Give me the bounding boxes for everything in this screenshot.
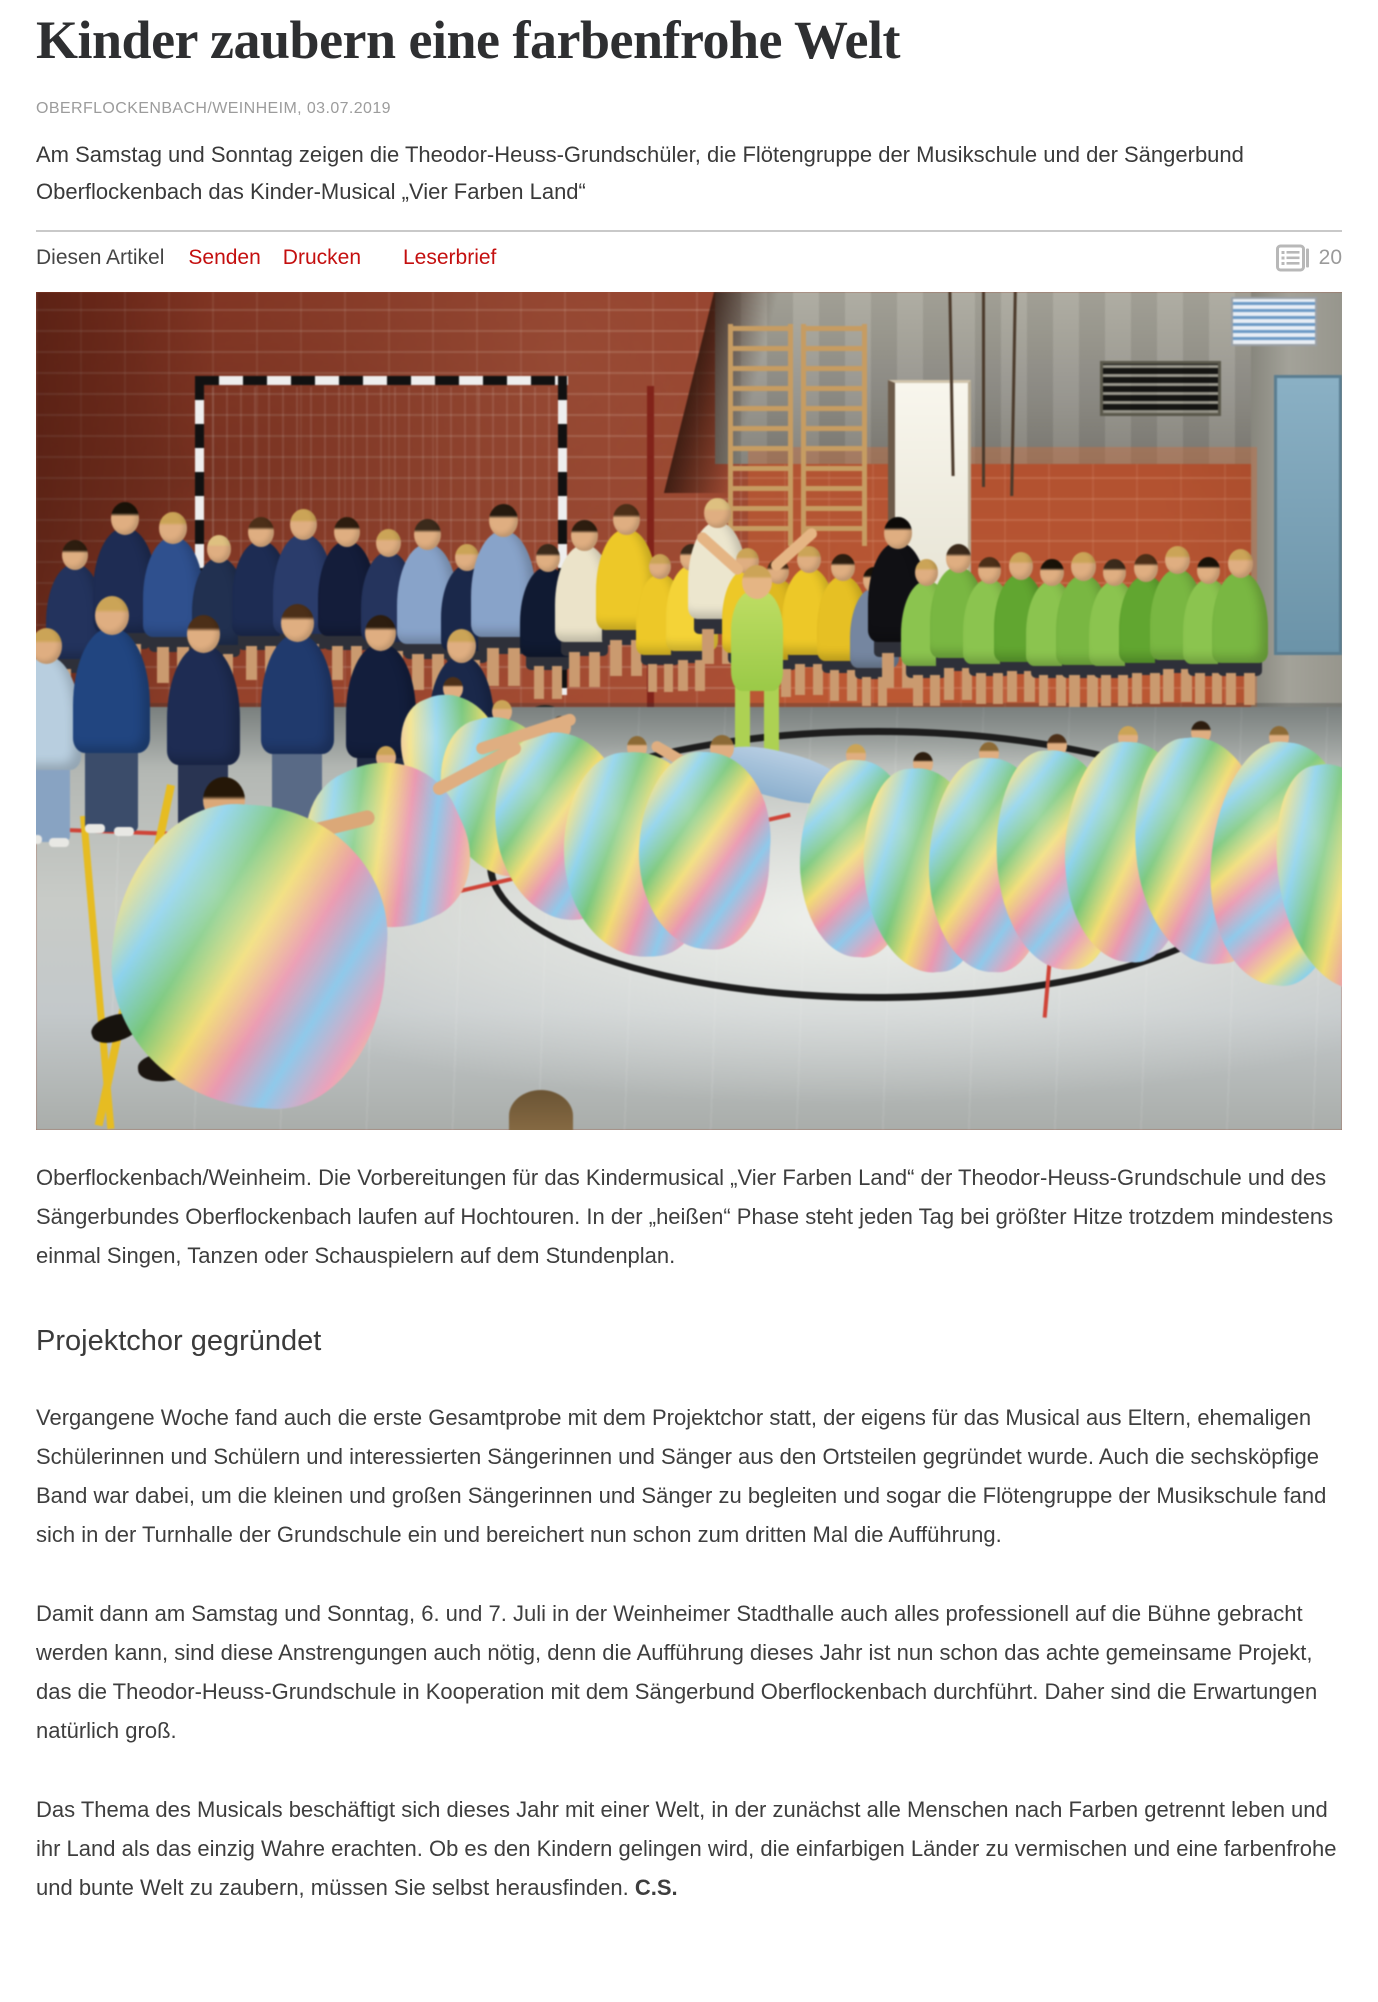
shoe (114, 827, 134, 836)
person-leg (913, 675, 923, 706)
person-leg (1087, 675, 1097, 707)
person-leg (930, 675, 940, 706)
person-head (281, 604, 314, 642)
person-leg (1007, 671, 1017, 702)
comment-count: 20 (1318, 246, 1342, 270)
person-leg (589, 652, 600, 687)
person-leg (1069, 675, 1079, 707)
person-leg (552, 666, 562, 698)
air-vent (1100, 361, 1220, 415)
lime-body (731, 591, 783, 691)
person-leg (944, 668, 955, 701)
person-head (334, 517, 360, 547)
print-link[interactable]: Drucken (282, 246, 361, 270)
person-leg (664, 664, 673, 693)
section-heading: Projektchor gegründet (36, 1325, 322, 1358)
person-leg (882, 653, 894, 689)
person-head (1228, 549, 1253, 578)
blue-door (1274, 375, 1342, 656)
person-head (489, 504, 518, 538)
person-head (159, 512, 186, 544)
article-photo (36, 292, 1342, 1130)
person-head (571, 520, 598, 551)
person-head (95, 596, 129, 636)
article-body (36, 1158, 1342, 1907)
person-leg (1244, 673, 1255, 706)
person-leg (332, 646, 343, 680)
person-legs (36, 762, 70, 841)
person-head (831, 554, 854, 581)
person-head (1009, 552, 1033, 580)
person-leg (702, 629, 713, 664)
person-leg (569, 652, 580, 687)
person-head (207, 535, 231, 563)
person-leg (157, 647, 169, 683)
person-leg (534, 666, 544, 698)
person-leg (795, 664, 805, 695)
person-head (248, 517, 274, 547)
send-link[interactable]: Senden (188, 246, 261, 270)
person-leg (487, 648, 499, 686)
person-head (1071, 552, 1096, 581)
foreground-head (509, 1090, 573, 1130)
person-head (187, 615, 220, 653)
person-head (978, 557, 1001, 584)
person-head (447, 629, 476, 663)
person-leg (1056, 675, 1066, 706)
comment-counter[interactable] (1276, 244, 1342, 272)
person-leg (246, 646, 257, 680)
wall-sign (1231, 297, 1317, 346)
person-head (884, 517, 911, 549)
photo-canvas (36, 292, 1342, 1130)
person-head (1134, 554, 1158, 582)
divider (36, 230, 1342, 232)
person-leg (830, 670, 840, 701)
person-leg (976, 673, 986, 704)
person-torso (261, 634, 334, 754)
person-head (62, 540, 88, 570)
person-head (536, 544, 561, 573)
person-head (1165, 546, 1190, 575)
person-leg (678, 660, 688, 691)
person-head (376, 529, 401, 558)
person-leg (648, 664, 657, 693)
person-leg (1132, 673, 1142, 704)
dateline: OBERFLOCKENBACH/WEINHEIM, 03.07.2019 (36, 100, 391, 118)
goal-crossbar (195, 376, 567, 385)
article-page (0, 10, 1378, 1921)
letter-link[interactable]: Leserbrief (403, 246, 497, 270)
wall-bars (728, 324, 793, 546)
person-leg (1118, 675, 1128, 706)
shoe (49, 838, 69, 847)
wall-bars (801, 324, 866, 546)
person-legs (85, 745, 138, 832)
paragraph-3: Damit dann am Samstag und Sonntag, 6. und 7. Juli in der Weinheimer Stadthalle auch alles professionell auf die Bühne gebracht werden kann, sind diese Anstrengungen auch nötig, denn die Aufführung dieses Jahr ist nun schon das achte gemeinsame Projekt, das die Theodor-Heuss-Grundschule in Kooperation mit dem Sängerbund Oberflockenbach durchführt. Daher sind die Erwartungen natürlich groß. (36, 1601, 1318, 1744)
person-leg (1101, 675, 1111, 706)
person-leg (862, 677, 871, 706)
person-leg (1195, 673, 1205, 704)
person-head (704, 498, 731, 529)
toolbar-label: Diesen Artikel (36, 246, 165, 270)
paragraph-1: Oberflockenbach/Weinheim. Die Vorbereitungen für das Kindermusical „Vier Farben Land“ der Theodor-Heuss-Grundschule und des Sängerbundes Oberflockenbach laufen auf Hochtouren. In der „heißen“ Phase steht jeden Tag bei größter Hitze trotzdem mindestens einmal Singen, Tanzen oder Schauspielern auf dem Stundenplan. (36, 1165, 1334, 1269)
person-head (946, 544, 971, 573)
person-leg (1150, 673, 1160, 704)
person-leg (695, 660, 705, 691)
person-leg (1039, 675, 1049, 706)
person-leg (993, 673, 1003, 704)
person-leg (1163, 669, 1174, 702)
person-leg (1226, 673, 1237, 706)
page-title: Kinder zaubern eine farbenfrohe Welt (36, 10, 900, 70)
person-leg (412, 654, 424, 690)
person-leg (508, 648, 520, 686)
person-head (1040, 559, 1063, 586)
article-teaser: Am Samstag und Sonntag zeigen die Theodor-Heuss-Grundschüler, die Flötengruppe der Musikschule und der Sängerbund Oberflockenbach das Kinder-Musical „Vier Farben Land“ (36, 142, 1244, 205)
article-toolbar (36, 244, 1342, 272)
person-head (111, 502, 140, 535)
climbing-rope (982, 292, 985, 486)
person-head (742, 565, 772, 599)
person-leg (813, 664, 823, 695)
person-leg (610, 640, 622, 676)
paragraph-2: Vergangene Woche fand auch die erste Gesamtprobe mit dem Projektchor statt, der eigens für das Musical aus Eltern, ehemaligen Schülerinnen und Schülern und interessierten Sängerinnen und Sänger aus den Ortsteilen gegründet wurde. Auch die sechsköpfige Band war dabei, um die kleinen und großen Sängerinnen und Sänger zu begleiten und sogar die Flötengruppe der Musikschule fand sich in der Turnhalle der Grundschule ein und bereichert nun schon zum dritten Mal die Aufführung. (36, 1405, 1327, 1548)
person-leg (1212, 673, 1222, 704)
shoe (85, 824, 105, 833)
author-signature: C.S. (634, 1875, 678, 1901)
paragraph-4: Das Thema des Musicals beschäftigt sich dieses Jahr mit einer Welt, in der zunächst alle Menschen nach Farben getrennt leben und ihr Land als das einzig Wahre erachten. Ob es den Kindern gelingen wird, die einfarbigen Länder zu vermischen und eine farbenfrohe und bunte Welt zu zaubern, müssen Sie selbst herausfinden. C.S. (36, 1797, 1337, 1901)
article-list-icon (1276, 244, 1310, 272)
